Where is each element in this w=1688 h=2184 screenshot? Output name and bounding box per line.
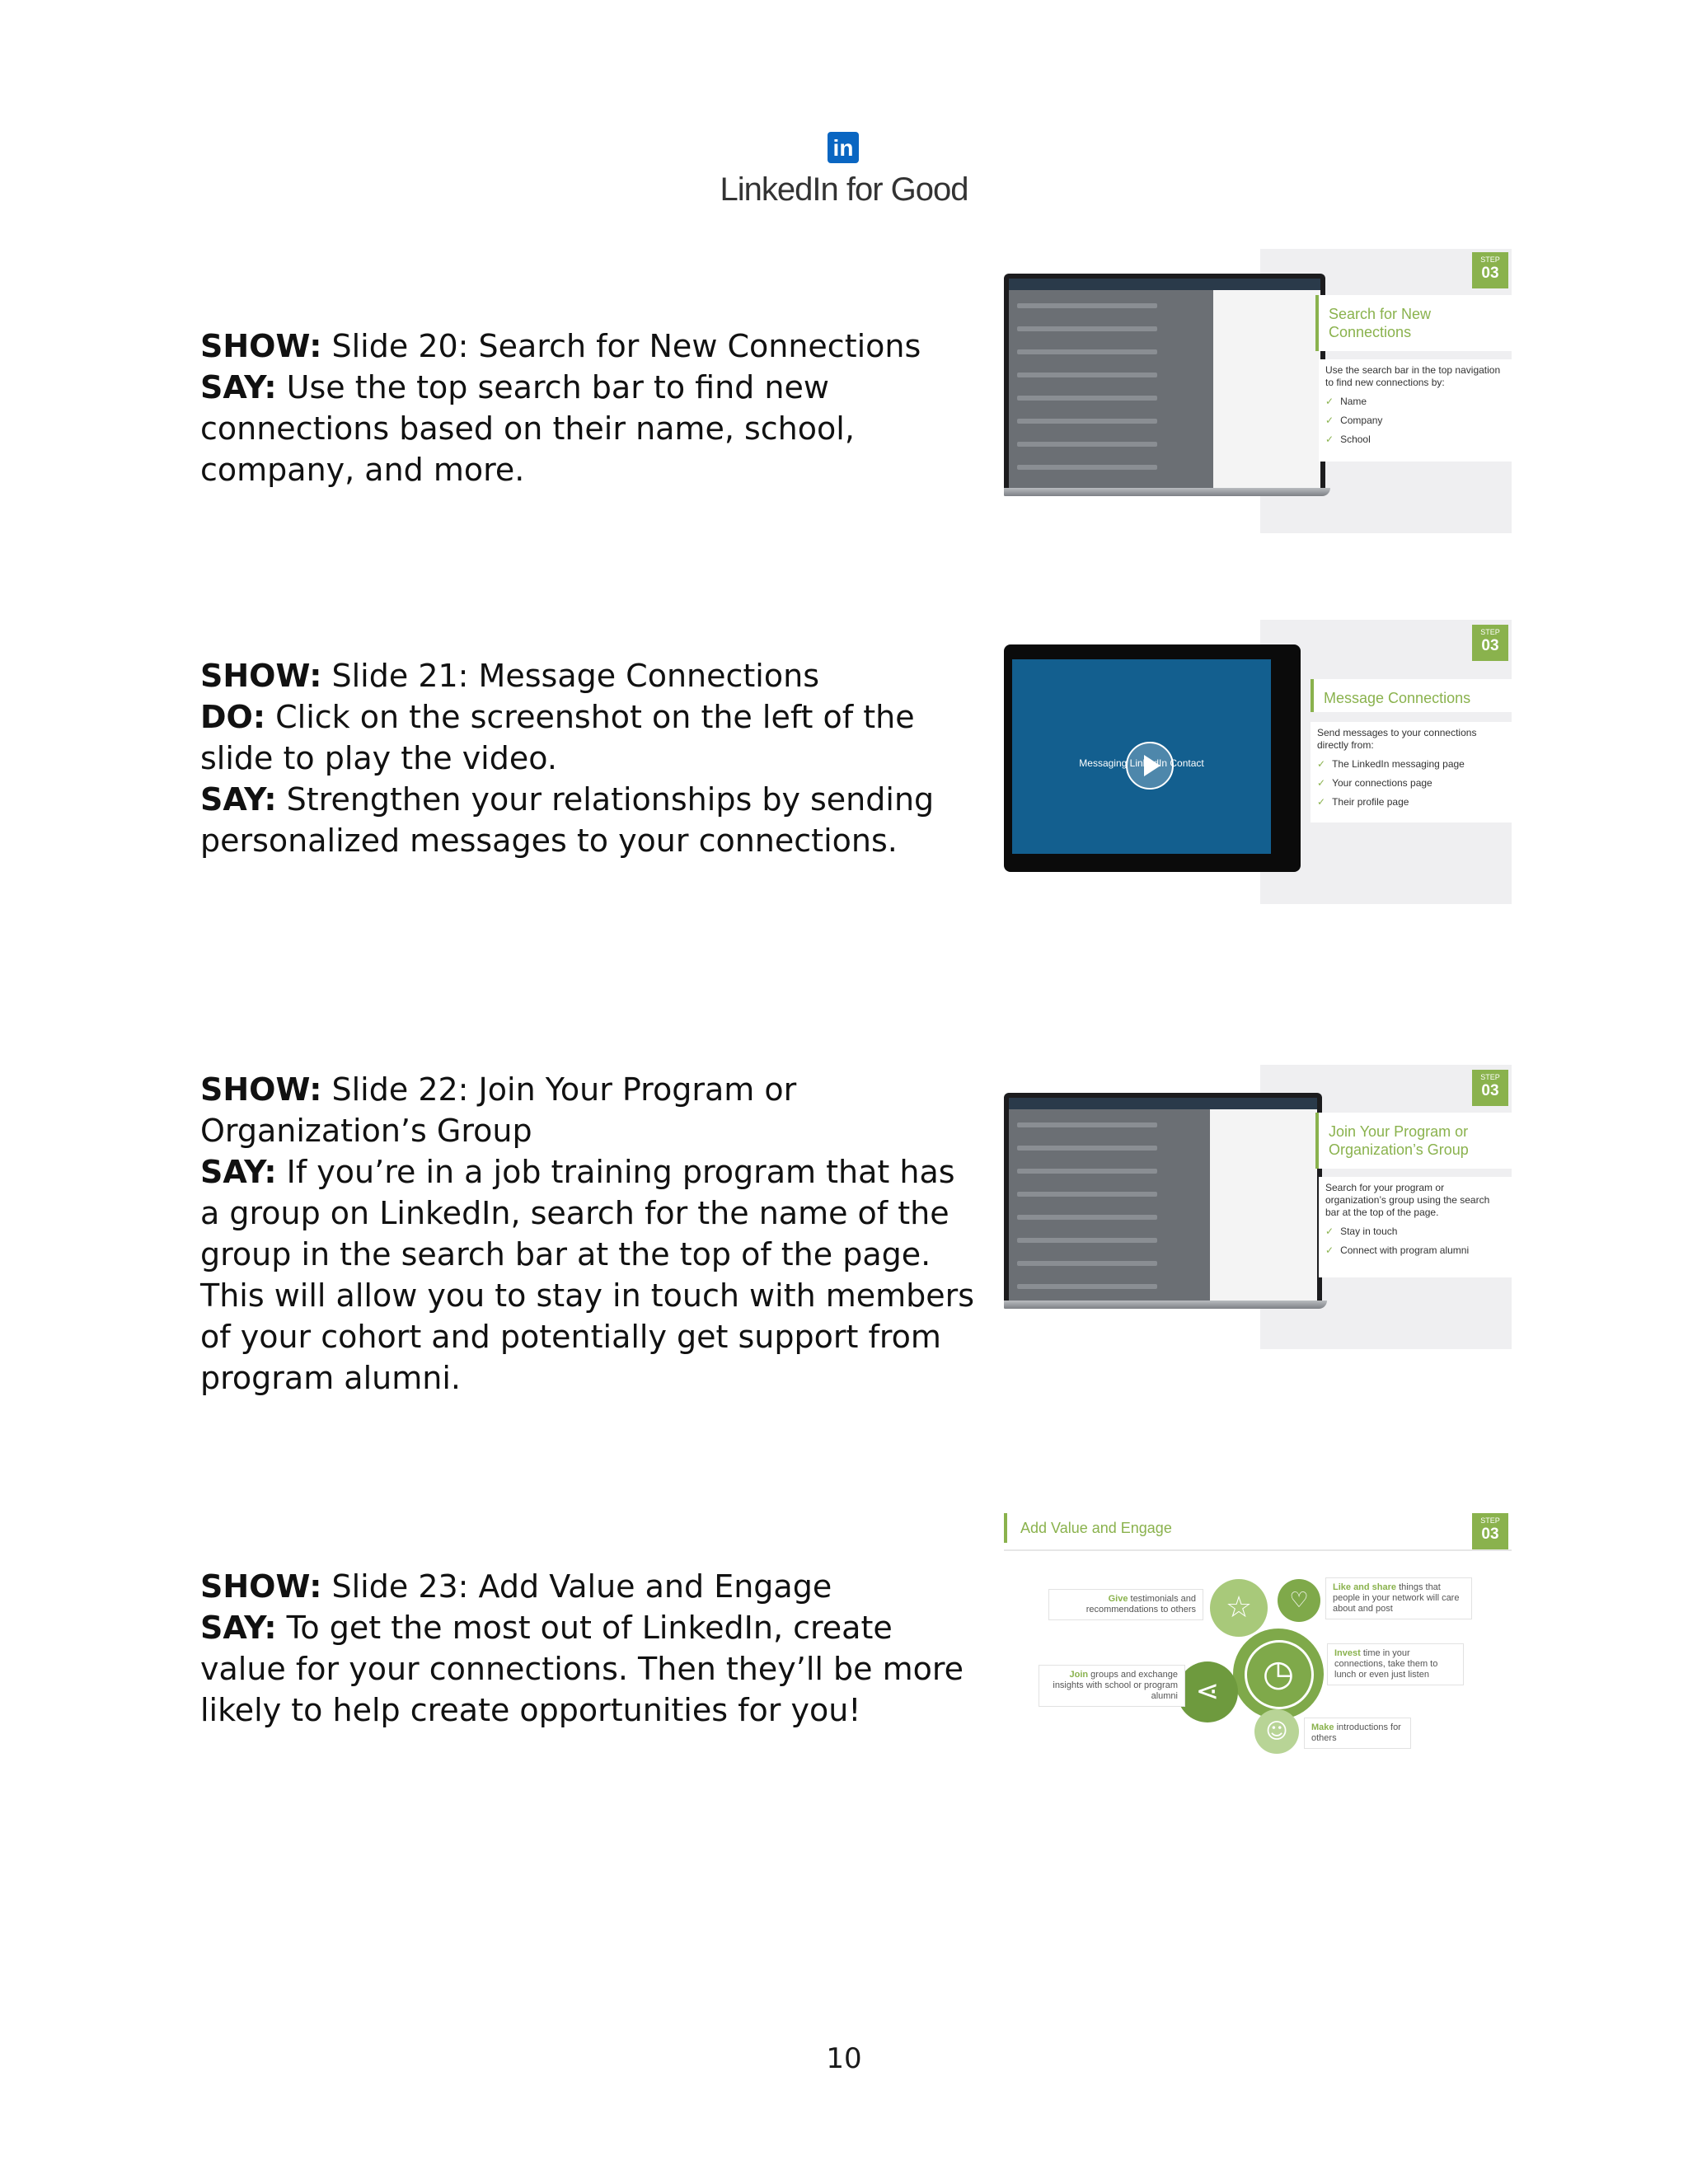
heart-icon: ♡ [1289, 1588, 1309, 1613]
say-line: SAY: Use the top search bar to find new connections based on their name, school, company, and more. [200, 369, 855, 488]
linkedin-logo-icon: in [828, 132, 859, 163]
tip-join: Join groups and exchange insights with school or program alumni [1039, 1665, 1185, 1707]
slide-22-thumbnail[interactable] [1004, 1065, 1512, 1349]
tip-make: Make introductions for others [1304, 1718, 1411, 1749]
page-number: 10 [826, 2042, 862, 2075]
play-icon[interactable] [1126, 742, 1174, 790]
show-line: SHOW: Slide 23: Add Value and Engage [200, 1568, 832, 1605]
show-line: SHOW: Slide 22: Join Your Program or Organization’s Group [200, 1071, 797, 1149]
check-icon: ✓ [1317, 796, 1326, 808]
show-line: SHOW: Slide 21: Message Connections [200, 658, 819, 694]
step-badge: STEP 03 [1472, 1513, 1508, 1549]
slide-title: Search for New Connections [1315, 295, 1512, 351]
check-icon: ✓ [1325, 396, 1334, 407]
slide-title: Join Your Program or Organization’s Group [1315, 1113, 1512, 1169]
step-badge: STEP 03 [1472, 625, 1508, 661]
slide-checklist: Search for your program or organization’s group using the search bar at the top of the page. ✓ Stay in touch ✓ Connect with program alumni [1319, 1177, 1512, 1277]
check-icon: ✓ [1325, 415, 1334, 426]
check-icon: ✓ [1325, 434, 1334, 445]
section-2-text [200, 655, 975, 861]
tip-like-share: Like and share things that people in your network will care about and post [1325, 1577, 1472, 1619]
section-4-text [200, 1566, 975, 1731]
laptop-screenshot [1004, 1093, 1322, 1302]
clock-icon: ◷ [1262, 1652, 1295, 1694]
slide-20-thumbnail[interactable] [1004, 249, 1512, 533]
step-badge: STEP 03 [1472, 252, 1508, 288]
brand-title: LinkedIn for Good [720, 171, 968, 208]
slide-21-thumbnail[interactable] [1004, 620, 1512, 904]
say-line: SAY: To get the most out of LinkedIn, create value for your connections. Then they’ll be more likely to help create opportunities for you! [200, 1610, 964, 1728]
check-icon: ✓ [1325, 1244, 1334, 1256]
section-1-text [200, 326, 975, 490]
step-badge: STEP 03 [1472, 1070, 1508, 1106]
do-line: DO: Click on the screenshot on the left of the slide to play the video. [200, 699, 915, 776]
laptop-screenshot [1004, 274, 1325, 490]
check-icon: ✓ [1325, 1226, 1334, 1237]
slide-title: Add Value and Engage [1004, 1513, 1172, 1543]
slide-checklist: Use the search bar in the top navigation to find new connections by: ✓ Name ✓ Company ✓ School [1319, 359, 1512, 462]
slide-23-thumbnail[interactable] [1004, 1513, 1512, 1773]
check-icon: ✓ [1317, 777, 1326, 789]
slide-checklist: Send messages to your connections directly from: ✓ The LinkedIn messaging page ✓ Your connections page ✓ Their profile page [1311, 722, 1512, 823]
say-line: SAY: If you’re in a job training program that has a group on LinkedIn, search for the name of the group in the search bar at the top of the page. This will allow you to stay in touch with members of your cohort and potentially get support from program alumni. [200, 1154, 975, 1396]
show-line: SHOW: Slide 20: Search for New Connections [200, 328, 921, 364]
video-title: Messaging LinkedIn Contact [1079, 757, 1204, 769]
tip-invest: Invest time in your connections, take them to lunch or even just listen [1327, 1643, 1464, 1685]
check-icon: ✓ [1317, 758, 1326, 770]
section-3-text [200, 1069, 975, 1399]
say-line: SAY: Strengthen your relationships by sending personalized messages to your connections. [200, 781, 935, 859]
star-icon: ☆ [1225, 1591, 1253, 1624]
tip-give: Give testimonials and recommendations to others [1048, 1589, 1203, 1620]
video-screenshot[interactable] [1004, 644, 1301, 872]
share-icon: ⋖ [1195, 1675, 1220, 1708]
person-icon: ☺ [1265, 1719, 1288, 1744]
slide-title: Message Connections [1311, 679, 1512, 712]
